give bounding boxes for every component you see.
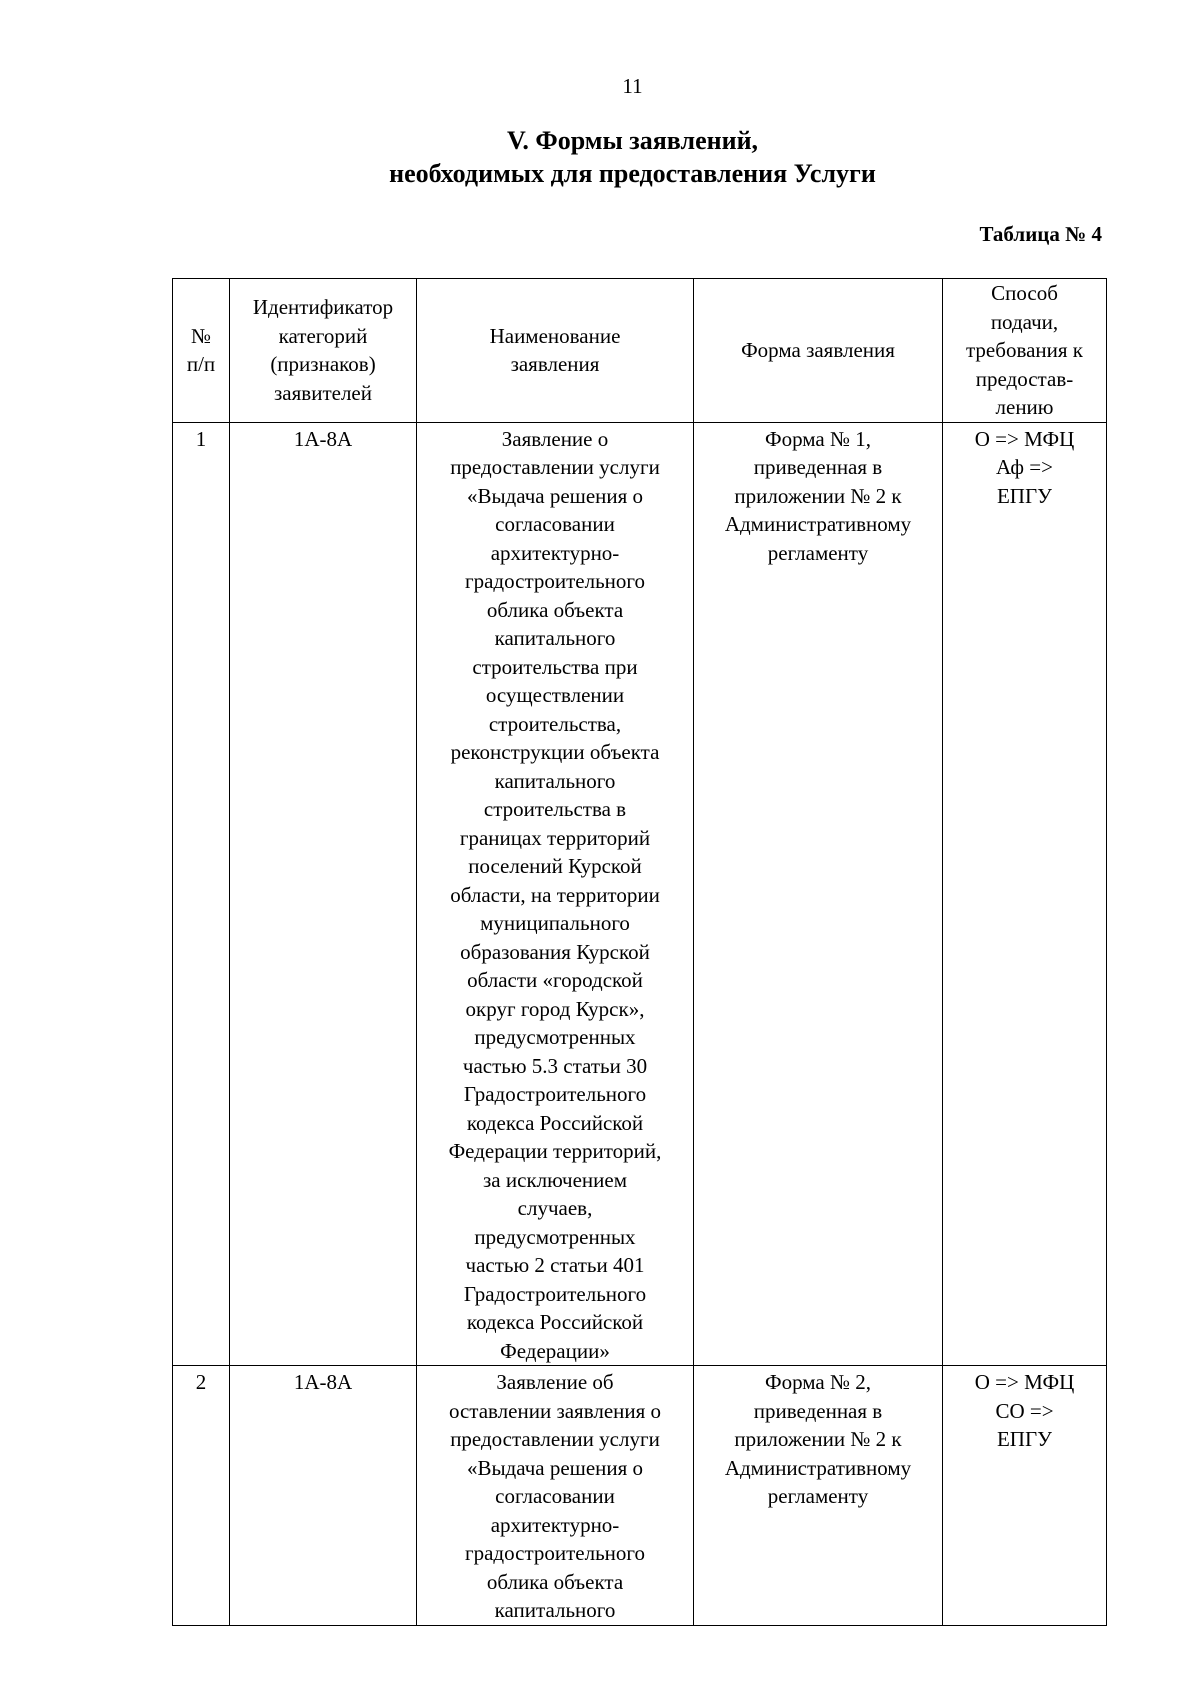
cell-text-line: кодекса Российской (466, 1310, 644, 1334)
section-title-line-2: необходимых для предоставления Услуги (389, 159, 876, 188)
cell-text-line: п/п (186, 352, 216, 377)
cell-text-line: Форма № 1, (764, 426, 872, 451)
cell-text-line: требования к (966, 338, 1083, 362)
cell-text-line: капитального (494, 626, 616, 650)
row-application-name (417, 422, 694, 1366)
cell-text-line: случаев, (517, 1196, 593, 1220)
cell-text-line: строительства, (488, 711, 622, 736)
cell-text-line: приведенная в (753, 1398, 883, 1423)
cell-text-line: области «городской (467, 968, 643, 992)
cell-text-line: облика объекта (486, 1569, 624, 1594)
cell-text-line: границах территорий (459, 825, 651, 850)
forms-table (172, 278, 1107, 1626)
table-header-row (173, 279, 1107, 423)
cell-text-line: ЕПГУ (996, 1427, 1052, 1451)
cell-text-line: Идентификатор (252, 295, 394, 320)
row-application-form (694, 422, 943, 1366)
cell-text-line: Административному (724, 512, 912, 536)
cell-text-line: приложении № 2 к (734, 483, 902, 508)
cell-text-line: Форма № 2, (764, 1370, 872, 1394)
cell-text-line: строительства при (472, 654, 638, 679)
cell-text-line: градостроительного (464, 1541, 646, 1565)
cell-text-line: Форма заявления (741, 338, 895, 362)
header-category-id (230, 279, 417, 423)
cell-text-line: поселений Курской (468, 854, 642, 878)
cell-text-line: СО => (995, 1398, 1054, 1423)
cell-text-line: Федерации территорий, (448, 1139, 662, 1163)
cell-text-line: образования Курской (460, 939, 650, 964)
cell-text-line: подачи, (990, 309, 1059, 334)
cell-text-line: архитектурно- (490, 1512, 620, 1537)
row-category: 1А-8А (230, 422, 417, 1366)
section-title-line-1: V. Формы заявлений, (506, 126, 759, 155)
header-application-form (694, 279, 943, 423)
cell-text-line: № (190, 323, 212, 348)
page-number: 11 (622, 74, 643, 98)
cell-text-line: предусмотренных (474, 1224, 636, 1249)
cell-text-line: муниципального (480, 911, 630, 935)
cell-text-line: за исключением (483, 1167, 627, 1192)
cell-text-line: лению (995, 395, 1054, 419)
table-row (173, 422, 1107, 1366)
cell-text-line: области, на территории (450, 882, 660, 907)
cell-text-line: ЕПГУ (996, 483, 1052, 508)
cell-text-line: оставлении заявления о (448, 1398, 662, 1423)
cell-text-line: предоставлении услуги (450, 455, 660, 479)
cell-text-line: приведенная в (753, 455, 883, 479)
cell-text-line: реконструкции объекта (450, 740, 660, 764)
row-submission-method (943, 1366, 1107, 1626)
cell-text-line: (признаков) (270, 352, 376, 377)
cell-text-line: округ город Курск», (465, 996, 645, 1021)
cell-text-line: Градостроительного (463, 1281, 647, 1306)
row-number: 1 (173, 422, 230, 1366)
cell-text-line: кодекса Российской (466, 1110, 644, 1135)
cell-text-line: строительства в (483, 797, 627, 821)
cell-text-line: Наименование (489, 323, 621, 348)
cell-text-line: Заявление о (501, 426, 609, 451)
cell-text-line: категорий (278, 323, 368, 348)
table-caption: Таблица № 4 (979, 222, 1102, 246)
cell-text-line: заявления (510, 352, 600, 377)
cell-text-line: частью 2 статьи 401 (465, 1253, 645, 1277)
section-title (0, 124, 1200, 190)
row-number: 2 (173, 1366, 230, 1626)
cell-text-line: частью 5.3 статьи 30 (462, 1053, 648, 1078)
cell-text-line: согласовании (495, 512, 615, 536)
cell-text-line: «Выдача решения о (466, 483, 644, 508)
cell-text-line: Способ (991, 281, 1058, 305)
header-number (173, 279, 230, 423)
cell-text-line: Аф => (996, 455, 1053, 479)
cell-text-line: предоставлении услуги (450, 1427, 660, 1451)
row-category: 1А-8А (230, 1366, 417, 1626)
cell-text-line: капитального (494, 1598, 616, 1622)
row-application-name (417, 1366, 694, 1626)
cell-text-line: О => МФЦ (974, 1370, 1075, 1394)
cell-text-line: приложении № 2 к (734, 1427, 902, 1451)
cell-text-line: архитектурно- (490, 540, 620, 565)
row-submission-method (943, 422, 1107, 1366)
header-submission-method (943, 279, 1107, 423)
cell-text-line: Заявление об (496, 1370, 614, 1394)
cell-text-line: облика объекта (486, 597, 624, 622)
cell-text-line: Федерации» (500, 1338, 610, 1363)
cell-text-line: Административному (724, 1455, 912, 1480)
cell-text-line: капитального (494, 768, 616, 793)
cell-text-line: Градостроительного (463, 1082, 647, 1106)
cell-text-line: заявителей (274, 380, 372, 405)
cell-text-line: О => МФЦ (974, 426, 1075, 451)
cell-text-line: регламенту (767, 1484, 869, 1508)
cell-text-line: градостроительного (464, 569, 646, 593)
row-application-form (694, 1366, 943, 1626)
cell-text-line: «Выдача решения о (466, 1455, 644, 1480)
cell-text-line: предостав- (975, 366, 1074, 391)
cell-text-line: предусмотренных (474, 1025, 636, 1049)
table-row (173, 1366, 1107, 1626)
cell-text-line: регламенту (767, 540, 869, 565)
header-application-name (417, 279, 694, 423)
cell-text-line: согласовании (495, 1484, 615, 1508)
cell-text-line: осуществлении (485, 683, 625, 707)
